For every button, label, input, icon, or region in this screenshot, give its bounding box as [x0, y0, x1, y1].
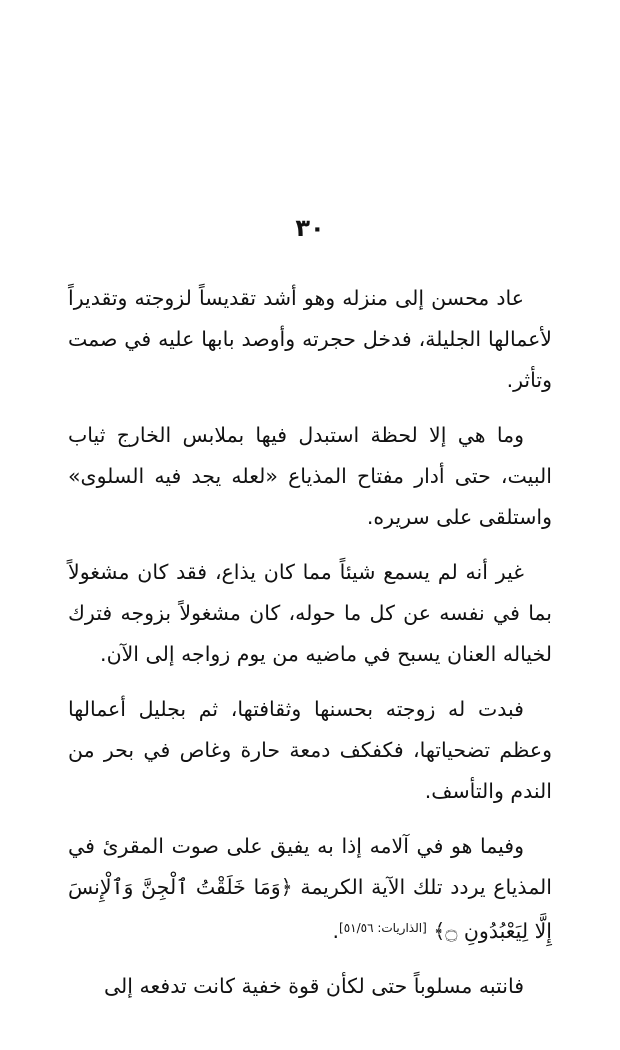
paragraph-2: وما هي إلا لحظة استبدل فيها بملابس الخارج ثياب البيت، حتى أدار مفتاح المذياع «لعله يجد فيه السلوى» واستلقى على سريره.: [68, 423, 552, 529]
paragraph-5: [68, 826, 552, 952]
page-number: ٣٠: [295, 214, 325, 242]
paragraph-4: فبدت له زوجته بحسنها وثقافتها، ثم بجليل أعمالها وعظم تضحياتها، فكفكف دمعة حارة وغاص في بحر من الندم والتأسف.: [68, 697, 552, 803]
page-body: [68, 278, 552, 1021]
paragraph-6: فانتبه مسلوباً حتى لكأن قوة خفية كانت تدفعه إلى: [103, 974, 524, 998]
verse-reference: [الذاريات: ٥١/٥٦]: [339, 921, 427, 935]
quran-verse: ﴿وَمَا خَلَقْتُ ٱلْجِنَّ وَٱلْإِنسَ إِلَّا لِيَعْبُدُونِ ۝﴾: [68, 875, 552, 943]
paragraph-5-end: .: [332, 919, 340, 943]
paragraph-5-text: وفيما هو في آلامه إذا به يفيق على صوت المقرئ في المذياع يردد تلك الآية الكريمة: [68, 834, 552, 899]
paragraph-1: عاد محسن إلى منزله وهو أشد تقديساً لزوجته وتقديراً لأعمالها الجليلة، فدخل حجرته وأوصد بابها عليه في صمت وتأثر.: [68, 286, 552, 392]
paragraph-3: غير أنه لم يسمع شيئاً مما كان يذاع، فقد كان مشغولاً بما في نفسه عن كل ما حوله، كان مشغولاً بزوجه فترك لخياله العنان يسبح في ماضيه من يوم زواجه إلى الآن.: [68, 560, 552, 666]
